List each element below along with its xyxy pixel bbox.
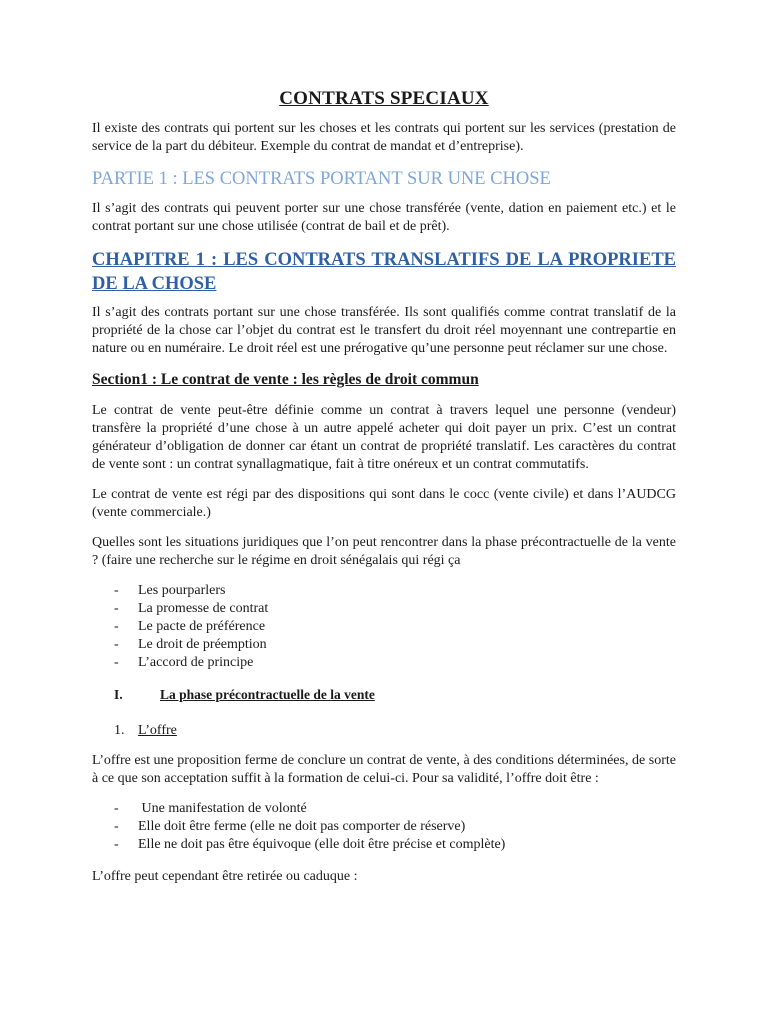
roman-numeral: I. xyxy=(114,687,123,702)
offre-conditions-list xyxy=(92,800,676,854)
numbered-heading xyxy=(114,722,676,740)
list-item: - Elle doit être ferme (elle ne doit pas comporter de réserve) xyxy=(114,819,466,834)
chapitre-heading: CHAPITRE 1 : LES CONTRATS TRANSLATIFS DE LA PROPRIETE DE LA CHOSE xyxy=(92,250,676,294)
list-item: - Elle ne doit pas être équivoque (elle doit être précise et complète) xyxy=(114,837,506,852)
offre-paragraph: L’offre est une proposition ferme de conclure un contrat de vente, à des conditions déterminées, de sorte à ce que son acceptation suffit à la formation de celui-ci. Pour sa validité, l’offre doit être : xyxy=(92,753,676,786)
heading-number: 1. xyxy=(114,723,125,738)
offre-last-paragraph: L’offre peut cependant être retirée ou caduque : xyxy=(92,869,358,884)
situations-list xyxy=(92,582,676,672)
chapitre-paragraph: Il s’agit des contrats portant sur une chose transférée. Ils sont qualifiés comme contrat translatif de la propriété de la chose car l’objet du contrat est le transfert du droit réel moyennant une contrepartie en nature ou en numéraire. Le droit réel est une prérogative qu’une personne peut réclamer sur une chose. xyxy=(92,305,676,356)
list-item: - Une manifestation de volonté xyxy=(114,801,307,816)
document-title: CONTRATS SPECIAUX xyxy=(279,88,489,109)
list-item: - Les pourparlers xyxy=(114,583,226,598)
partie-heading: PARTIE 1 : LES CONTRATS PORTANT SUR UNE CHOSE xyxy=(92,169,551,189)
section-paragraph-regime: Le contrat de vente est régi par des dispositions qui sont dans le cocc (vente civile) et dans l’AUDCG (vente commerciale.) xyxy=(92,487,676,520)
list-item: - Le droit de préemption xyxy=(114,637,267,652)
roman-heading-text: La phase précontractuelle de la vente xyxy=(160,687,375,702)
section-heading: Section1 : Le contrat de vente : les règles de droit commun xyxy=(92,371,479,388)
roman-heading xyxy=(114,686,676,704)
list-item: - L’accord de principe xyxy=(114,655,254,670)
section-paragraph-definition: Le contrat de vente peut-être définie comme un contrat à travers lequel une personne (vendeur) transfère la propriété d’une chose à un autre appelé acheter qui doit payer un prix. C’est un contrat générateur d’obligation de donner car étant un contrat de propriété translatif. Les caractères du contrat de vente sont : un contrat synallagmatique, fait à titre onéreux et un contrat commutatifs. xyxy=(92,403,676,472)
numbered-heading-text: L’offre xyxy=(138,723,177,738)
list-item: - Le pacte de préférence xyxy=(114,619,266,634)
partie-paragraph: Il s’agit des contrats qui peuvent porter sur une chose transférée (vente, dation en paiement etc.) et le contrat portant sur une chose utilisée (contrat de bail et de prêt). xyxy=(92,201,676,234)
section-paragraph-question: Quelles sont les situations juridiques que l’on peut rencontrer dans la phase précontractuelle de la vente ? (faire une recherche sur le régime en droit sénégalais qui régi ça xyxy=(92,535,676,568)
intro-paragraph: Il existe des contrats qui portent sur les choses et les contrats qui portent sur les services (prestation de service de la part du débiteur. Exemple du contrat de mandat et d’entreprise). xyxy=(92,121,676,154)
list-item: - La promesse de contrat xyxy=(114,601,269,616)
